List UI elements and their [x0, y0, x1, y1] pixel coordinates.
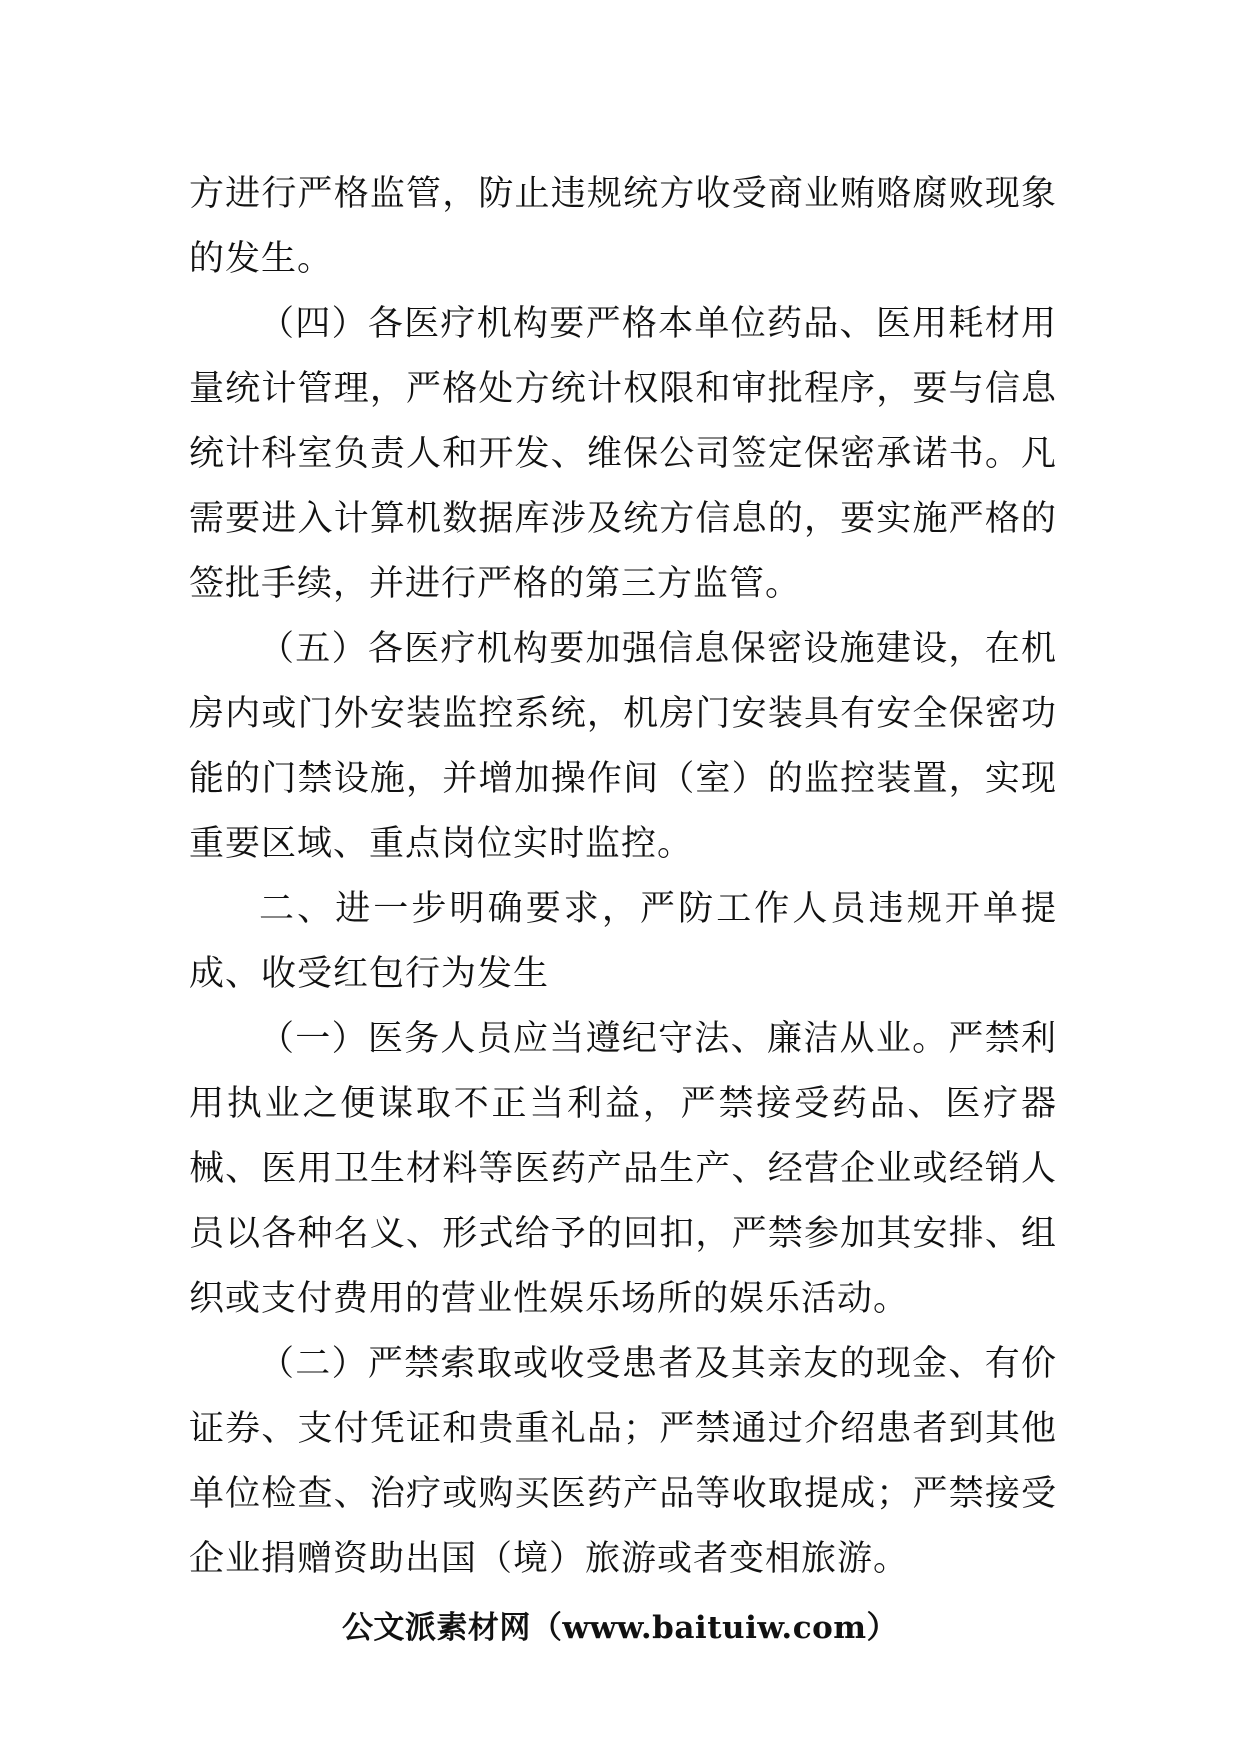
footer-watermark: 公文派素材网（www.baituiw.com） — [341, 1610, 899, 1646]
paragraph-item-four: （四）各医疗机构要严格本单位药品、医用耗材用量统计管理，严格处方统计权限和审批程序，要与信息统计科室负责人和开发、维保公司签定保密承诺书。凡需要进入计算机数据库涉及统方信息的，要实施严格的签批手续，并进行严格的第三方监管。 — [189, 304, 1057, 604]
paragraph-item-five: （五）各医疗机构要加强信息保密设施建设，在机房内或门外安装监控系统，机房门安装具有安全保密功能的门禁设施，并增加操作间（室）的监控装置，实现重要区域、重点岗位实时监控。 — [189, 629, 1057, 864]
paragraph-continuation: 方进行严格监管，防止违规统方收受商业贿赂腐败现象的发生。 — [189, 174, 1057, 279]
section-heading-two: 二、进一步明确要求，严防工作人员违规开单提成、收受红包行为发生 — [189, 889, 1057, 994]
paragraph-item-one: （一）医务人员应当遵纪守法、廉洁从业。严禁利用执业之便谋取不正当利益，严禁接受药品、医疗器械、医用卫生材料等医药产品生产、经营企业或经销人员以各种名义、形式给予的回扣，严禁参加其安排、组织或支付费用的营业性娱乐场所的娱乐活动。 — [189, 1019, 1057, 1319]
paragraph-item-two: （二）严禁索取或收受患者及其亲友的现金、有价证券、支付凭证和贵重礼品；严禁通过介绍患者到其他单位检查、治疗或购买医药产品等收取提成；严禁接受企业捐赠资助出国（境）旅游或者变相旅游。 — [189, 1344, 1057, 1579]
document-body — [189, 162, 1057, 1592]
